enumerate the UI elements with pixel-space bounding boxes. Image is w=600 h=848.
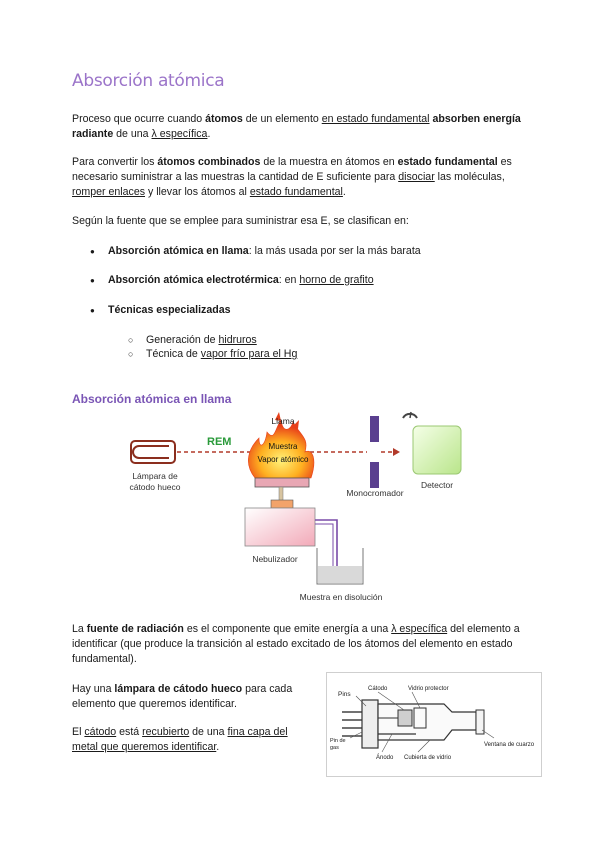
protector-glass-label: Vidrio protector <box>408 686 449 692</box>
quartz-window-label: Ventana de cuarzo <box>484 742 535 748</box>
hollow-cathode-lamp-icon <box>131 441 175 463</box>
anode-label: Ánodo <box>376 755 394 761</box>
nebulizer-label: Nebulizador <box>252 554 298 564</box>
rem-label: REM <box>207 436 232 448</box>
glass-cover-label: Cubierta de vidrio <box>404 755 452 761</box>
paragraph-radiation-source: La fuente de radiación es el componente que emite energía a una λ específica del elemento a identificar (que produce la transición al estado excitado de los átomos del elemento en estado fundamental). <box>72 623 520 665</box>
lamp-label: cátodo hueco <box>129 482 181 492</box>
list-item: ● Técnicas especializadas <box>72 303 231 318</box>
hollow-cathode-lamp-diagram <box>326 672 542 777</box>
detector-label: Detector <box>420 480 454 490</box>
paragraph-classification: Según la fuente que se emplee para suministrar esa E, se clasifican en: <box>72 215 409 227</box>
lamp-label: Lámpara de <box>132 471 178 481</box>
gas-pin-label: Pin de <box>330 738 346 744</box>
burner-icon <box>255 478 309 487</box>
gas-pin-label: gas <box>330 745 339 751</box>
atomic-vapor-label: Vapor atómico <box>257 455 309 464</box>
paragraph-definition: Proceso que ocurre cuando átomos de un elemento en estado fundamental absorben energía radiante de una λ específica. <box>72 113 521 140</box>
list-item: ○ Técnica de vapor frío para el Hg <box>130 347 297 362</box>
sample-label: Muestra <box>268 442 298 451</box>
cathode-label: Cátodo <box>368 686 388 692</box>
paragraph-conversion: Para convertir los átomos combinados de la muestra en átomos en estado fundamental es necesario suministrar a las muestras la cantidad de E suficiente para disociar las moléculas, romper enlaces y llevar los átomos al estado fundamental. <box>72 156 512 198</box>
list-item: ● Absorción atómica electrotérmica: en horno de grafito <box>72 273 374 288</box>
section-heading: Absorción atómica en llama <box>72 392 232 406</box>
detector-icon <box>413 426 461 474</box>
flame-label: Llama <box>271 416 295 426</box>
list-item: ○ Generación de hidruros <box>130 333 257 348</box>
page-title: Absorción atómica <box>72 71 225 91</box>
paragraph-cathode: El cátodo está recubierto de una fina capa del metal que queremos identificar. <box>72 726 288 753</box>
monochromator-label: Monocromador <box>346 488 404 498</box>
monochromator-icon <box>370 416 379 442</box>
nebulizer-icon <box>245 508 315 546</box>
paragraph-hollow-cathode: Hay una lámpara de cátodo hueco para cada elemento que queremos identificar. <box>72 683 293 710</box>
pins-label: Pins <box>338 691 351 698</box>
sample-solution-label: Muestra en disolución <box>299 592 383 602</box>
cathode-icon <box>398 710 412 726</box>
list-item: ● Absorción atómica en llama: la más usada por ser la más barata <box>72 244 421 259</box>
flame-aas-diagram <box>125 408 480 606</box>
